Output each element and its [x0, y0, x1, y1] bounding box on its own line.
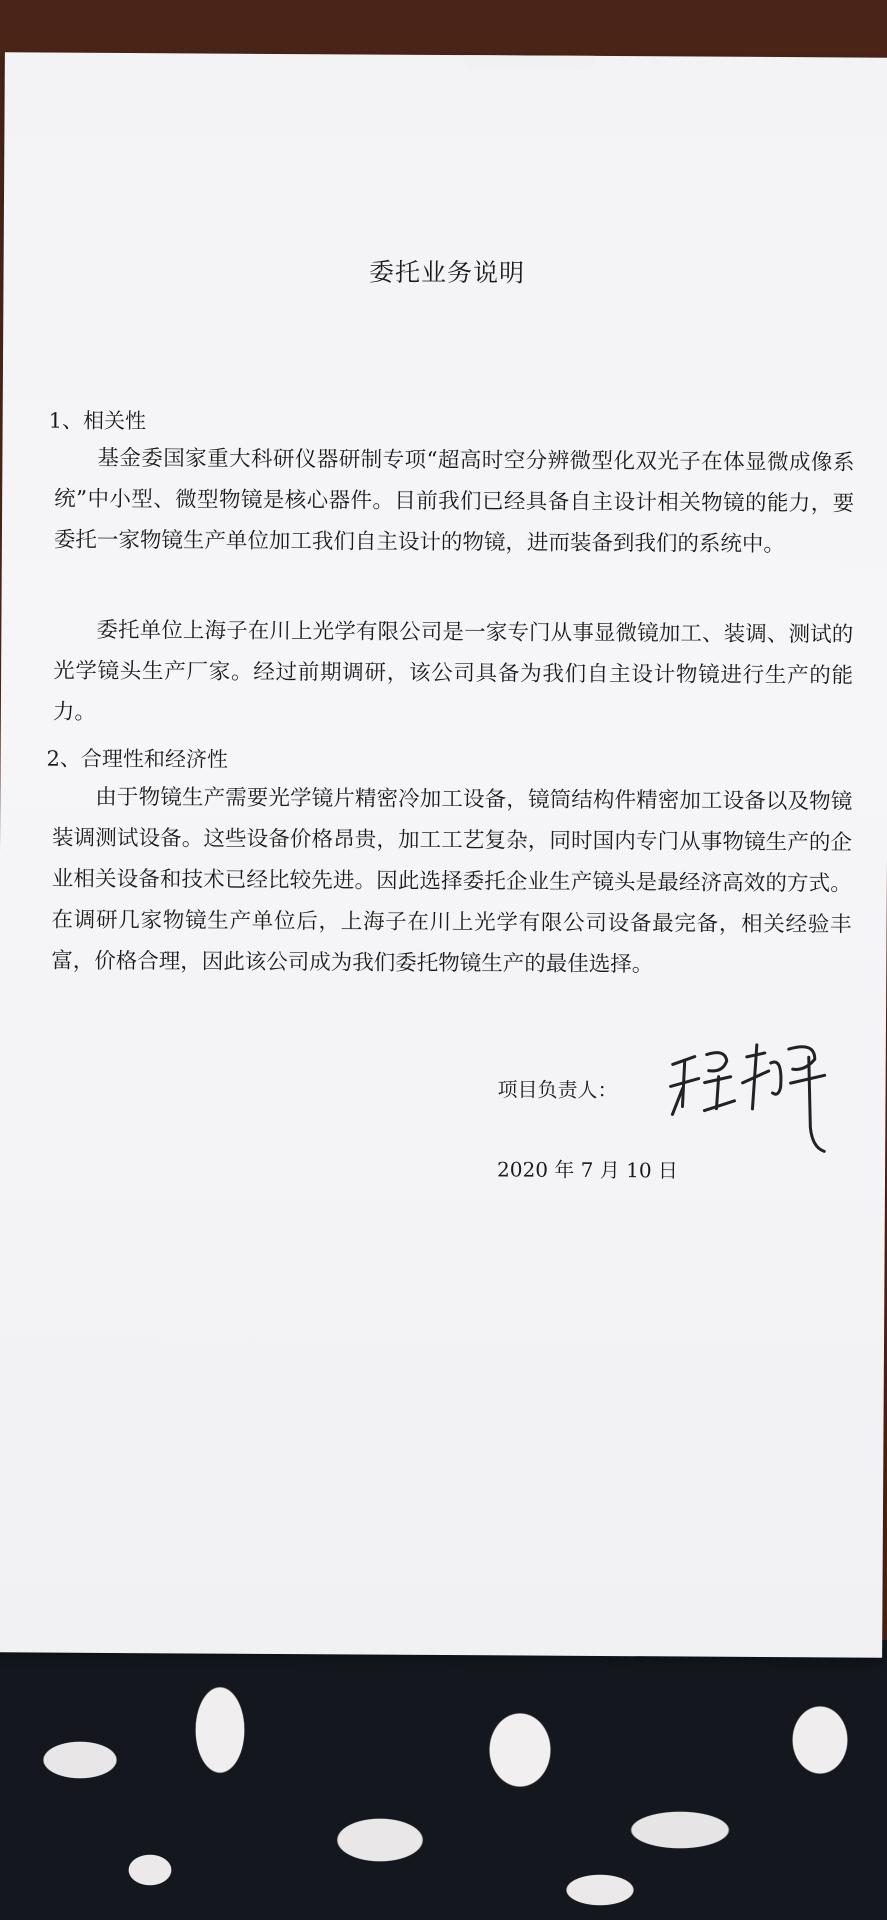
document-sheet — [0, 52, 887, 1657]
paragraph-project-background: 基金委国家重大科研仪器研制专项“超高时空分辨微型化双光子在体显微成像系统”中小型、微型物镜是核心器件。目前我们已经具备自主设计相关物镜的能力，要委托一家物镜生产单位加工我们自主设计的物镜，进而装备到我们的系统中。 — [53, 445, 855, 558]
section-heading-rationality: 2、合理性和经济性 — [46, 746, 229, 772]
document-title: 委托业务说明 — [368, 257, 526, 288]
paragraph-economic-reasoning: 由于物镜生产需要光学镜片精密冷加工设备，镜筒结构件精密加工设备以及物镜装调测试设备。这些设备价格昂贵，加工工艺复杂，同时国内专门从事物镜生产的企业相关设备和技术已经比较先进。因此选择委托企业生产镜头是最经济高效的方式。在调研几家物镜生产单位后，上海子在川上光学有限公司设备最完备，相关经验丰富，价格合理，因此该公司成为我们委托物镜生产的最佳选择。 — [51, 784, 853, 978]
paragraph-vendor-capability: 委托单位上海子在川上光学有限公司是一家专门从事显微镜加工、装调、测试的光学镜头生产厂家。经过前期调研，该公司具备为我们自主设计物镜进行生产的能力。 — [52, 617, 854, 725]
patterned-fabric — [0, 1640, 887, 1920]
document-date: 2020 年 7 月 10 日 — [497, 1157, 679, 1183]
signature-label: 项目负责人： — [497, 1077, 618, 1103]
section-heading-relevance: 1、相关性 — [48, 408, 147, 434]
document-body — [0, 52, 887, 1657]
handwritten-signature — [664, 1026, 845, 1157]
signature-text: 程和平 — [664, 1026, 668, 1028]
